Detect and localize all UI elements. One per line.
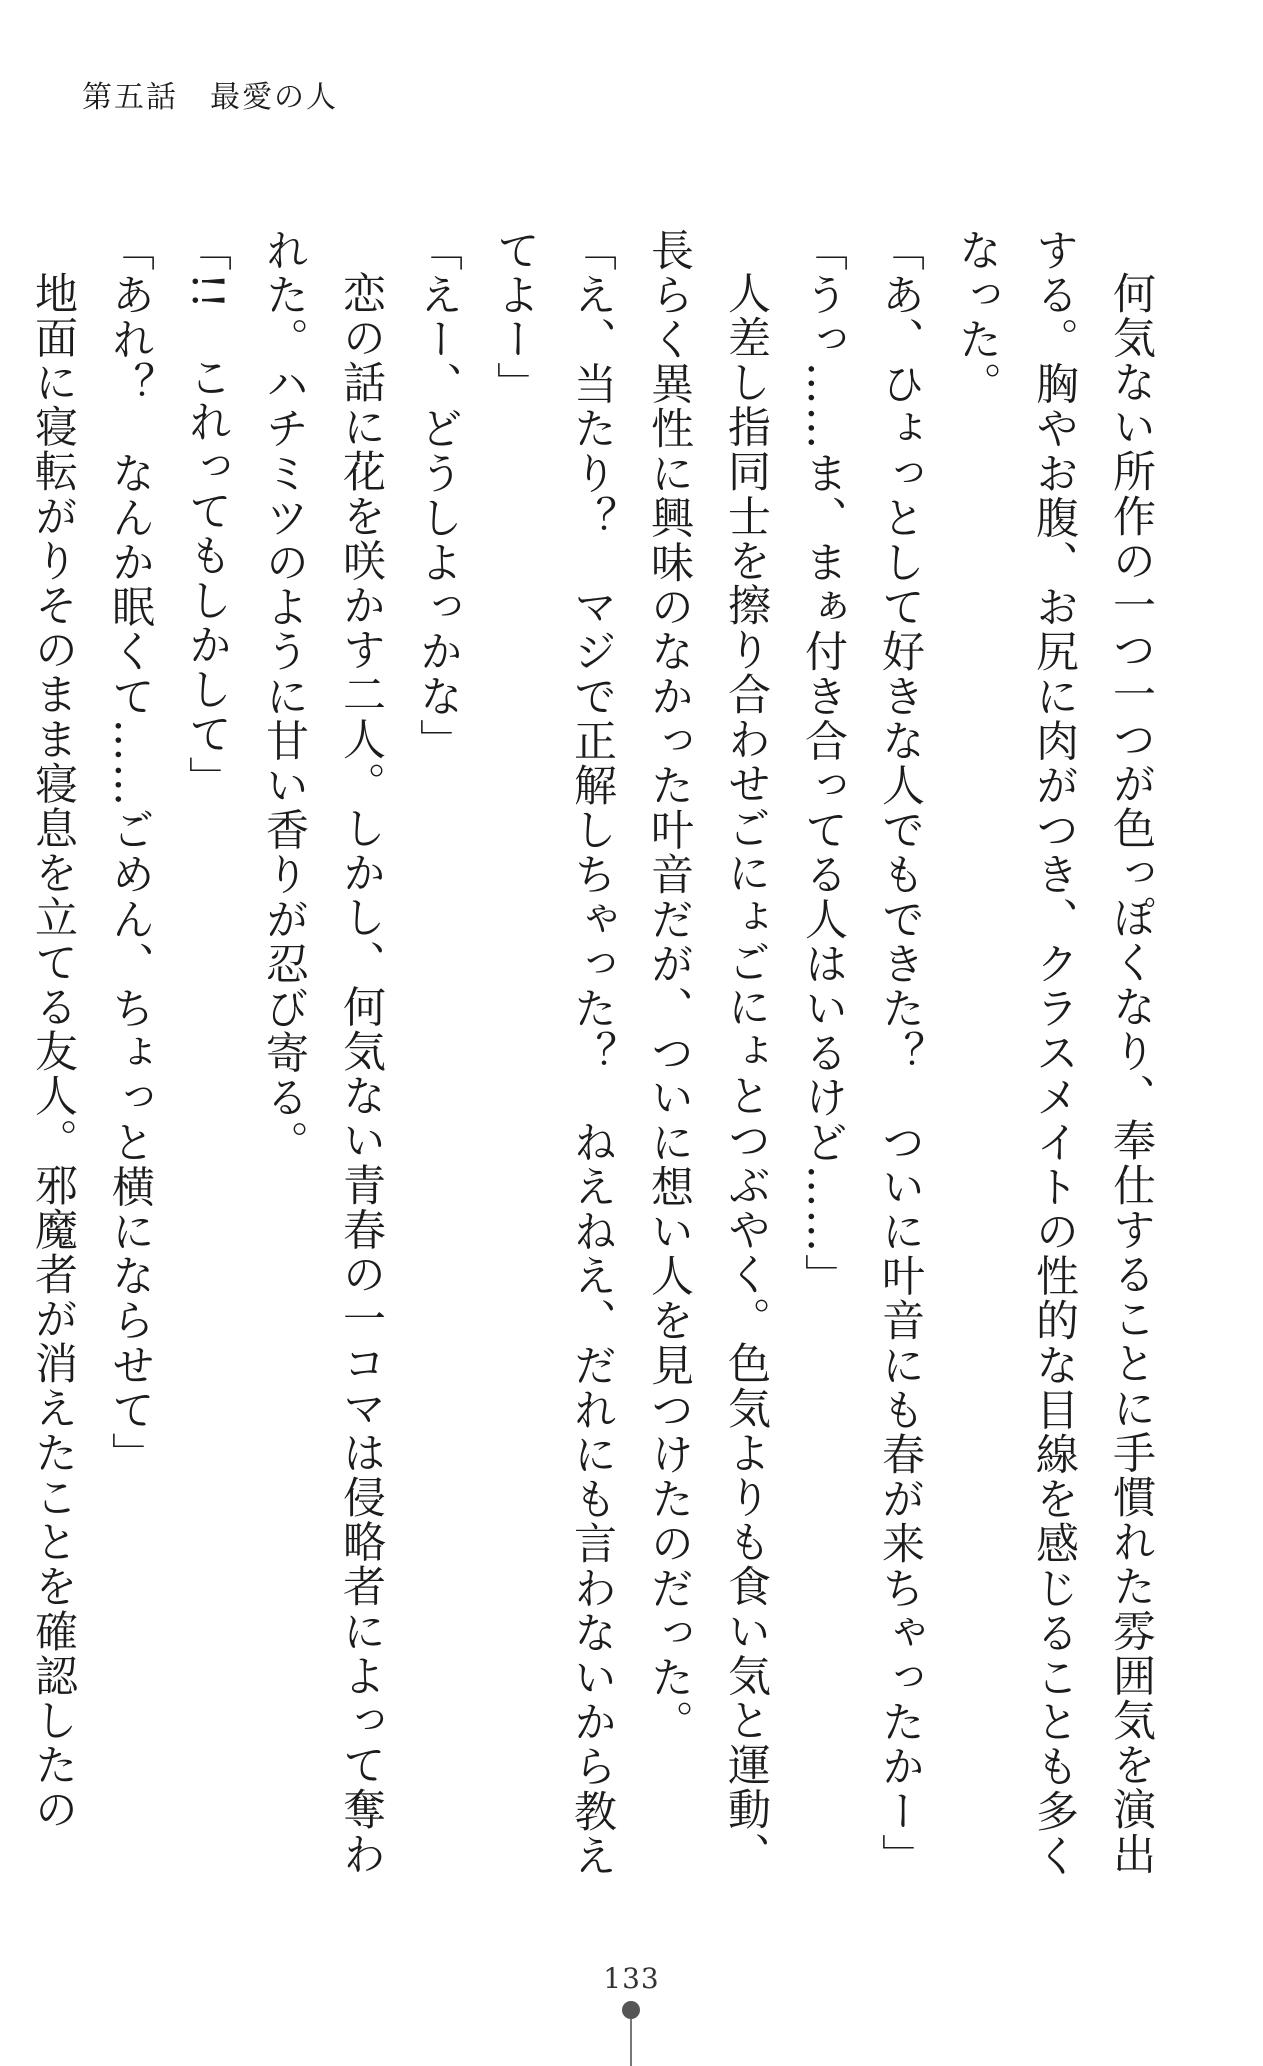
paragraph-narration: 何気ない所作の一つ一つが色っぽくなり、奉仕することに手慣れた雰囲気を演出する。胸やお腹、お尻に肉がつき、クラスメイトの性的な目線を感じることも多くなった。 [952,228,1156,1879]
paragraph-narration: 恋の話に花を咲かす二人。しかし、何気ない青春の一コマは侵略者によって奪われた。ハチミツのように甘い香りが忍び寄る。 [259,228,386,1877]
running-head: 第五話 最愛の人 [82,80,338,115]
body-text [0,228,1169,1908]
paragraph-dialogue: 「え、当たり？ マジで正解しちゃった？ ねえねえ、だれにも言わないから教えてよー」 [490,228,617,1879]
folio-ornament-icon [622,2001,640,2066]
paragraph-narration: 地面に寝転がりそのまま寝息を立てる友人。邪魔者が消えたことを確認したの [28,271,78,1832]
paragraph-narration: 人差し指同士を擦り合わせごにょごにょとつぶやく。色気よりも食い気と運動、長らく異性に興味のなかった叶音だが、ついに想い人を見つけたのだった。 [644,228,771,1877]
folio-stem-line [630,2019,632,2066]
paragraph-dialogue: 「えー、どうしよっかな」 [413,228,463,764]
paragraph-dialogue: 「あ、ひょっとして好きな人でもできた？ ついに叶音にも春が来ちゃったかー」 [875,228,925,1879]
paragraph-dialogue: 「うっ……ま、まぁ付き合ってる人はいるけど……」 [798,228,848,1299]
page-number: 133 [603,1962,660,1995]
folio-dot-icon [622,2001,640,2019]
paragraph-dialogue: 「あれ？ なんか眠くて……ごめん、ちょっと横にならせて」 [105,228,155,1477]
paragraph-dialogue: 「!! これってもしかして」 [182,228,232,801]
